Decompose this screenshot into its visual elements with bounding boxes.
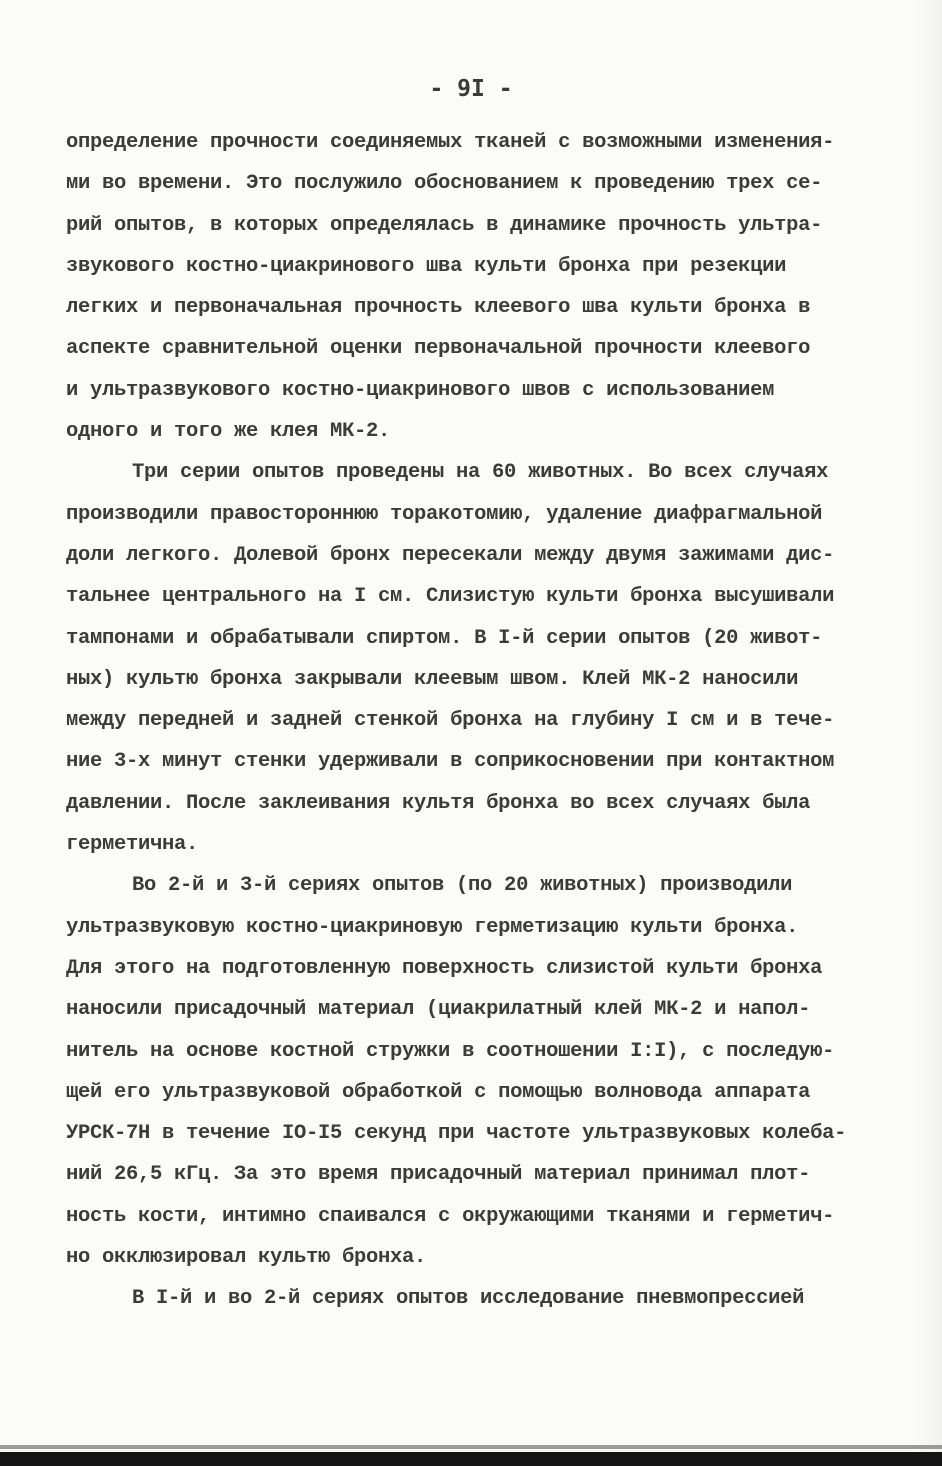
text-line: нитель на основе костной стружки в соотношении I:I), с последую-: [66, 1039, 835, 1063]
text-line: и ультразвукового костно-циакринового швов с использованием: [66, 378, 775, 402]
text-line: доли легкого. Долевой бронх пересекали между двумя зажимами дис-: [66, 543, 835, 567]
text-line: ных) культю бронха закрывали клеевым швом. Клей МК-2 наносили: [66, 667, 799, 691]
scan-edge-black: [0, 1452, 942, 1466]
text-line: давлении. После заклеивания культя бронха во всех случаях была: [66, 791, 811, 815]
page-number: - 9I -: [429, 76, 513, 102]
text-line: аспекте сравнительной оценки первоначальной прочности клеевого: [66, 337, 811, 361]
text-line: тампонами и обрабатывали спиртом. В I-й серии опытов (20 живот-: [66, 626, 823, 650]
text-line: ние 3-х минут стенки удерживали в соприкосновении при контактном: [66, 750, 835, 774]
text-line: УРСК-7Н в течение IO-I5 секунд при частоте ультразвуковых колеба-: [66, 1122, 847, 1146]
scan-edge-gray: [0, 1445, 942, 1449]
text-line: производили правостороннюю торакотомию, удаление диафрагмальной: [66, 502, 823, 526]
text-line: между передней и задней стенкой бронха на глубину I см и в тече-: [66, 709, 835, 733]
text-line: ми во времени. Это послужило обоснованием к проведению трех се-: [66, 172, 823, 196]
paragraph-start-line: В I-й и во 2-й сериях опытов исследование пневмопрессией: [132, 1287, 805, 1311]
text-line: легких и первоначальная прочность клеевого шва культи бронха в: [66, 296, 811, 320]
paragraph-start-line: Во 2-й и 3-й сериях опытов (по 20 животных) производили: [132, 874, 793, 898]
text-line: ультразвуковую костно-циакриновую герметизацию культи бронха.: [66, 915, 799, 939]
text-line: Для этого на подготовленную поверхность слизистой культи бронха: [66, 956, 823, 980]
text-line: ний 26,5 кГц. За это время присадочный материал принимал плот-: [66, 1163, 811, 1187]
text-line: но окклюзировал культю бронха.: [66, 1246, 427, 1270]
text-line: ность кости, интимно спаивался с окружающими тканями и герметич-: [66, 1204, 835, 1228]
page-edge-shadow: [912, 0, 942, 1466]
text-line: наносили присадочный материал (циакрилатный клей МК-2 и напол-: [66, 998, 811, 1022]
text-line: рий опытов, в которых определялась в динамике прочность ультра-: [66, 213, 823, 237]
text-line: герметична.: [66, 833, 199, 857]
text-line: щей его ультразвуковой обработкой с помощью волновода аппарата: [66, 1080, 811, 1104]
paragraph-start-line: Три серии опытов проведены на 60 животных. Во всех случаях: [132, 461, 829, 485]
text-line: определение прочности соединяемых тканей с возможными изменения-: [66, 131, 835, 154]
text-line: тальнее центрального на I см. Слизистую культи бронха высушивали: [66, 585, 835, 609]
text-line: одного и того же клея МК-2.: [66, 420, 391, 444]
body-text: [66, 122, 888, 1320]
text-line: звукового костно-циакринового шва культи бронха при резекции: [66, 254, 787, 278]
